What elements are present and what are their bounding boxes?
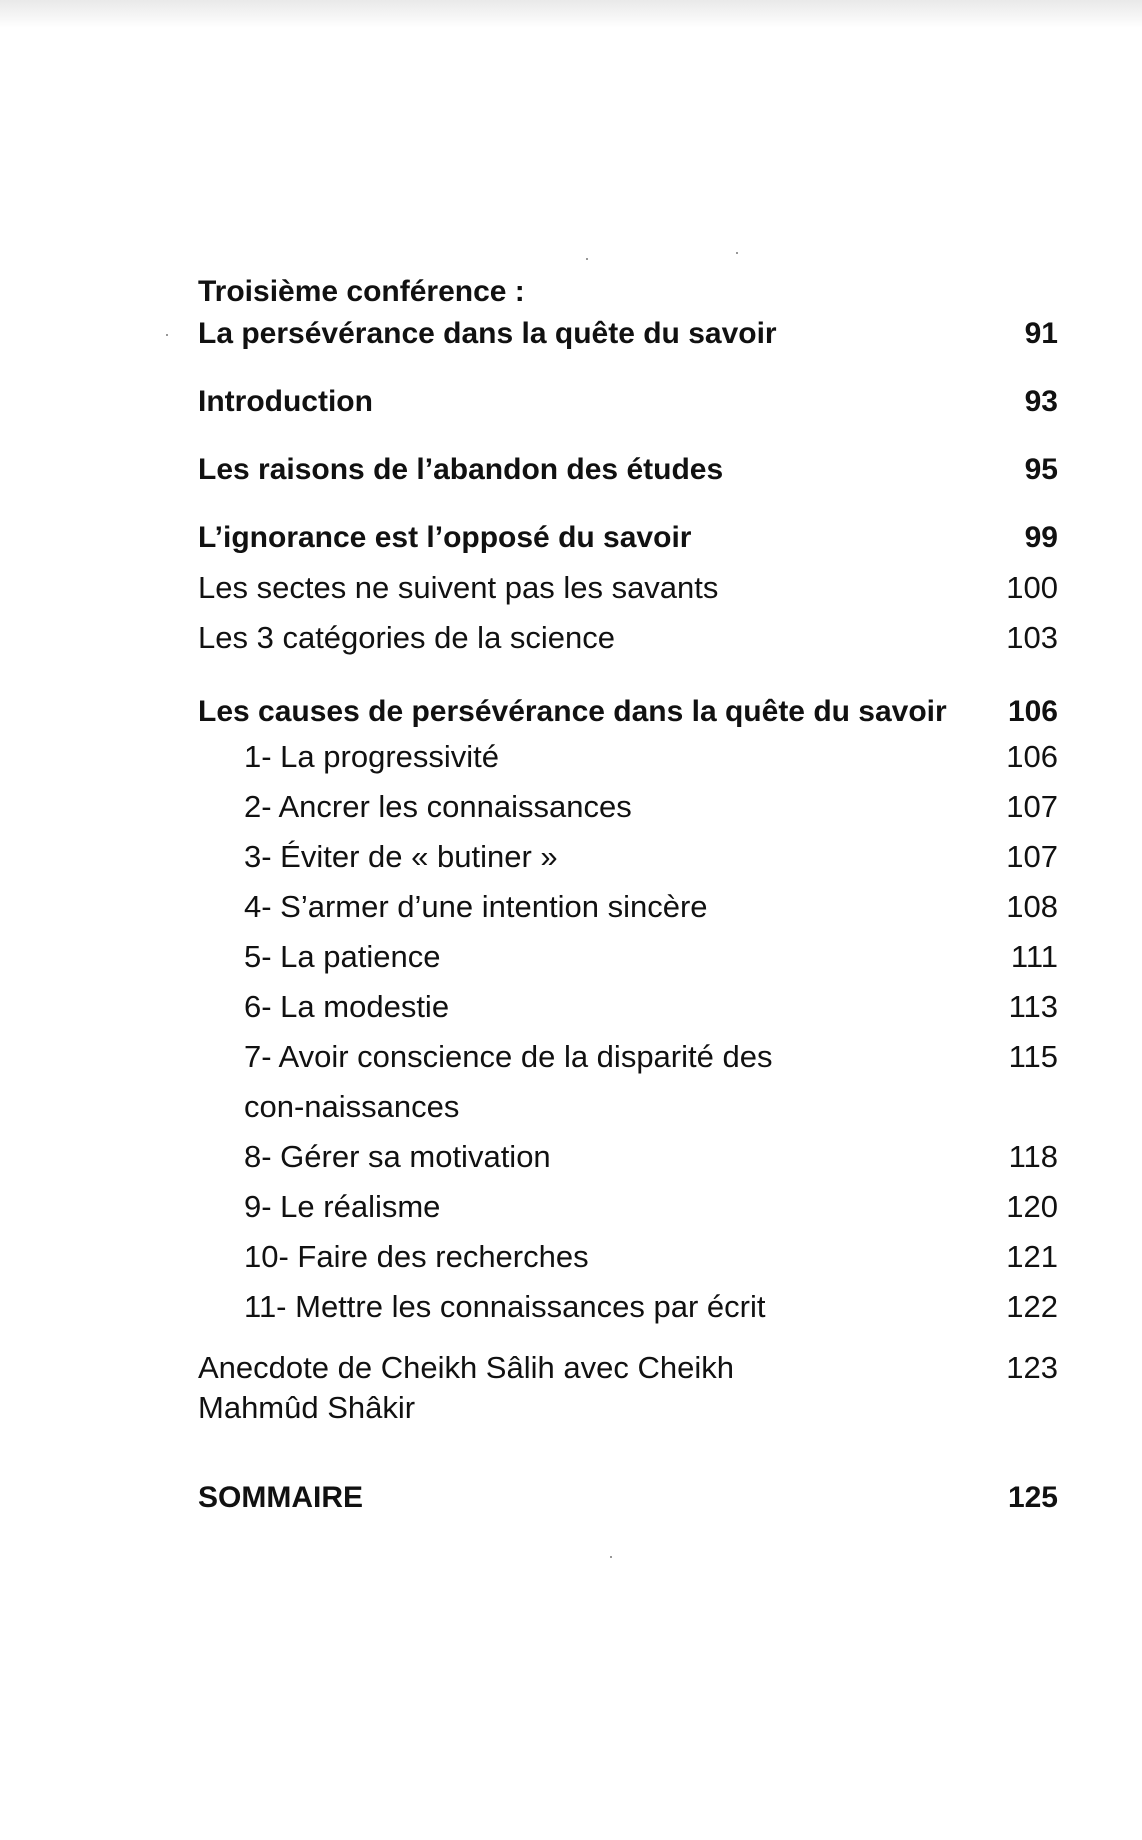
toc-subentry[interactable]	[198, 782, 1058, 832]
toc-subentry-title: 8- Gérer sa motivation	[244, 1139, 551, 1174]
toc-entry-summary[interactable]	[198, 1478, 1058, 1518]
toc-subentry-title: 4- S’armer d’une intention sincère	[244, 889, 708, 924]
toc-entry-title: Les causes de persévérance dans la quête du savoir	[198, 695, 947, 728]
toc-entry-title: Les 3 catégories de la science	[198, 620, 616, 655]
toc-entry[interactable]	[198, 618, 1058, 658]
toc-subentry[interactable]	[198, 1182, 1058, 1232]
toc-subentry-title: 10- Faire des recherches	[244, 1239, 589, 1274]
toc-entry-page: 99	[1024, 521, 1058, 554]
toc-entry-page: 125	[1007, 1481, 1058, 1514]
toc-subentry-title: 5- La patience	[244, 939, 441, 974]
toc-subentry[interactable]	[198, 1282, 1058, 1332]
toc-entry[interactable]	[198, 568, 1058, 608]
table-of-contents	[198, 272, 1058, 1518]
scan-speck	[586, 258, 588, 260]
toc-subentry-page: 118	[1008, 1139, 1058, 1174]
toc-subentry[interactable]	[198, 1032, 1058, 1132]
toc-subentry-title: 7- Avoir conscience de la disparité des con-naissances	[244, 1039, 773, 1124]
toc-entry-page: 91	[1024, 317, 1058, 350]
toc-entry-title: SOMMAIRE	[198, 1481, 363, 1514]
toc-entry-page: 93	[1024, 385, 1058, 418]
toc-subentry-page: 120	[1006, 1189, 1058, 1224]
toc-subentry-page: 115	[1008, 1039, 1058, 1074]
toc-entry[interactable]	[198, 692, 1058, 732]
toc-entry-anecdote[interactable]	[198, 1348, 1058, 1428]
toc-subentry[interactable]	[198, 882, 1058, 932]
toc-entry-title: Les sectes ne suivent pas les savants	[198, 570, 719, 605]
toc-subentry[interactable]	[198, 932, 1058, 982]
toc-entry-title: Les raisons de l’abandon des études	[198, 453, 724, 486]
toc-subentry-title: 3- Éviter de « butiner »	[244, 839, 558, 874]
toc-subentry-title: 9- Le réalisme	[244, 1189, 441, 1224]
toc-subentry-title: 11- Mettre les connaissances par écrit	[244, 1289, 766, 1324]
toc-subentry-page: 121	[1006, 1239, 1058, 1274]
toc-subentry-page: 108	[1006, 889, 1058, 924]
toc-entry-title: Anecdote de Cheikh Sâlih avec Cheikh Mahmûd Shâkir	[198, 1350, 734, 1425]
toc-subentry-page: 107	[1006, 839, 1058, 874]
toc-subentry-title: 6- La modestie	[244, 989, 450, 1024]
toc-entry-page: 100	[1006, 570, 1058, 605]
toc-subentry-page: 113	[1008, 989, 1058, 1024]
toc-entry-title: L’ignorance est l’opposé du savoir	[198, 521, 692, 554]
toc-entry-page: 103	[1006, 620, 1058, 655]
toc-subentry[interactable]	[198, 1232, 1058, 1282]
toc-entry[interactable]	[198, 382, 1058, 422]
toc-entry[interactable]	[198, 314, 1058, 354]
toc-entry-page: 123	[1006, 1350, 1058, 1385]
toc-subentry-page: 106	[1006, 739, 1058, 774]
toc-entry-title: La persévérance dans la quête du savoir	[198, 317, 777, 350]
toc-subentry[interactable]	[198, 832, 1058, 882]
toc-subentry-title: 2- Ancrer les connaissances	[244, 789, 632, 824]
scan-speck	[736, 252, 738, 254]
toc-entry-page: 106	[1007, 695, 1058, 728]
toc-subentry[interactable]	[198, 732, 1058, 782]
toc-entry[interactable]	[198, 450, 1058, 490]
toc-subentry[interactable]	[198, 1132, 1058, 1182]
toc-subentry-page: 107	[1006, 789, 1058, 824]
toc-subentry-page: 111	[1010, 939, 1058, 974]
toc-subentry[interactable]	[198, 982, 1058, 1032]
toc-subentry-title: 1- La progressivité	[244, 739, 500, 774]
scan-top-shadow	[0, 0, 1142, 28]
toc-entry[interactable]	[198, 518, 1058, 558]
part-heading: Troisième conférence :	[198, 275, 525, 308]
scan-speck	[610, 1556, 612, 1558]
toc-entry-title: Introduction	[198, 385, 373, 418]
scan-speck	[166, 334, 168, 336]
toc-entry-page: 95	[1024, 453, 1058, 486]
toc-subentry-page: 122	[1006, 1289, 1058, 1324]
